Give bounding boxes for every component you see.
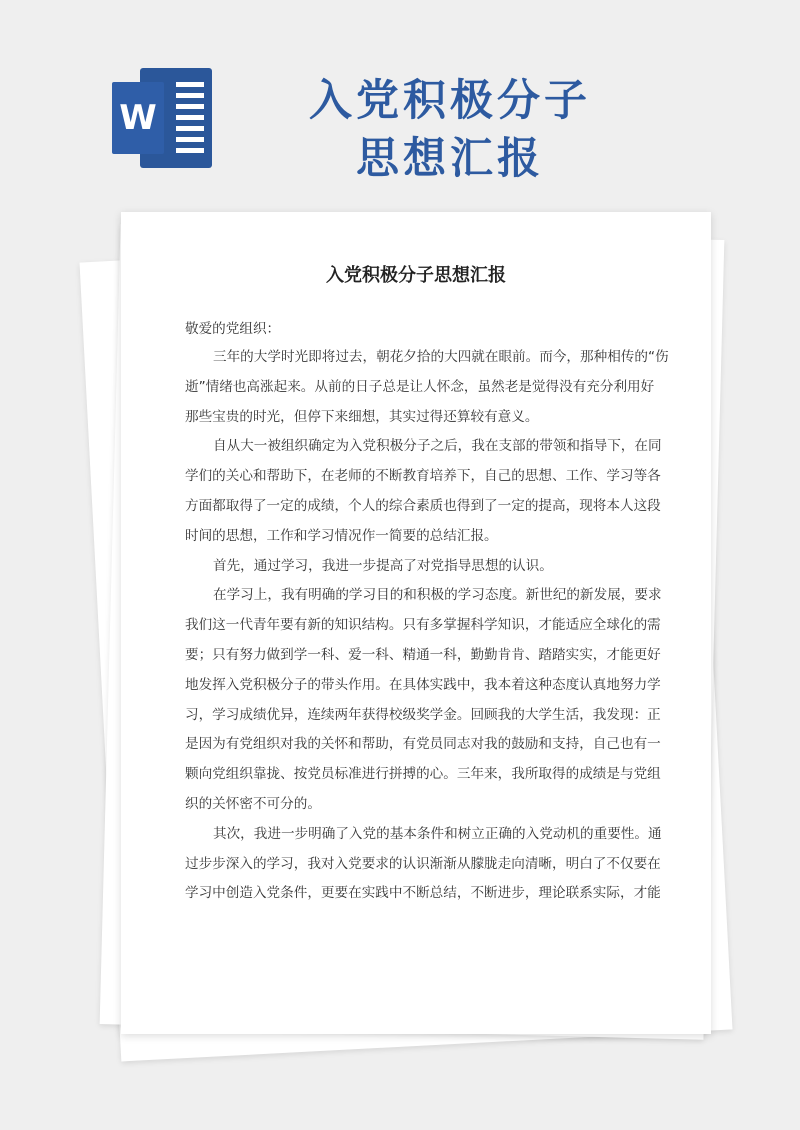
document-text-line: 我们这一代青年要有新的知识结构。只有多掌握科学知识，才能适应全球化的需 <box>185 617 661 634</box>
document-text-line: 学习中创造入党条件，更要在实践中不断总结，不断进步，理论联系实际，才能 <box>185 885 661 902</box>
document-text-line: 织的关怀密不可分的。 <box>185 796 321 812</box>
hero-title-line-1: 入党积极分子 <box>309 76 591 126</box>
document-text-line: 自从大一被组织确定为入党积极分子之后，我在支部的带领和指导下，在同 <box>213 438 662 455</box>
document-text-line: 在学习上，我有明确的学习目的和积极的学习态度。新世纪的新发展，要求 <box>213 587 662 604</box>
word-document-icon <box>112 68 212 168</box>
document-text-line: 三年的大学时光即将过去，朝花夕拾的大四就在眼前。而今，那种相传的“伤 <box>213 349 669 365</box>
document-text-line: 逝”情绪也高涨起来。从前的日子总是让人怀念，虽然老是觉得没有充分利用好 <box>185 378 655 395</box>
document-text-line: 那些宝贵的时光，但停下来细想，其实过得还算较有意义。 <box>185 408 539 425</box>
word-doc-line-icon <box>176 93 204 98</box>
document-title: 入党积极分子思想汇报 <box>326 265 506 286</box>
document-text-line: 颗向党组织靠拢、按党员标准进行拼搏的心。三年来，我所取得的成绩是与党组 <box>185 766 661 783</box>
document-text-line: 是因为有党组织对我的关怀和帮助，有党员同志对我的鼓励和支持，自己也有一 <box>185 736 661 753</box>
document-text-line: 首先，通过学习，我进一步提高了对党指导思想的认识。 <box>213 557 553 574</box>
document-text-line: 时间的思想，工作和学习情况作一简要的总结汇报。 <box>185 527 498 544</box>
document-text-line: 过步步深入的学习，我对入党要求的认识渐渐从朦胧走向清晰，明白了不仅要在 <box>185 855 661 872</box>
document-text-line: 地发挥入党积极分子的带头作用。在具体实践中，我本着这种态度认真地努力学 <box>185 676 661 693</box>
word-w-letter: W <box>112 82 164 154</box>
word-doc-line-icon <box>176 126 204 131</box>
word-doc-line-icon <box>176 82 204 87</box>
word-doc-line-icon <box>176 115 204 120</box>
document-text-line: 习，学习成绩优异，连续两年获得校级奖学金。回顾我的大学生活，我发现：正 <box>185 706 661 723</box>
document-text-line: 方面都取得了一定的成绩，个人的综合素质也得到了一定的提高，现将本人这段 <box>185 498 661 514</box>
document-text-line: 要；只有努力做到学一科、爱一科、精通一科，勤勤肯肯、踏踏实实，才能更好 <box>185 647 661 663</box>
hero-title-line-2: 思想汇报 <box>356 134 544 184</box>
word-doc-line-icon <box>176 148 204 153</box>
word-doc-line-icon <box>176 104 204 109</box>
document-salutation: 敬爱的党组织： <box>185 321 281 337</box>
document-text-line: 学们的关心和帮助下，在老师的不断教育培养下，自己的思想、工作、学习等各 <box>185 468 661 485</box>
document-page <box>121 212 711 1034</box>
hero-title <box>290 72 610 188</box>
document-text-line: 其次，我进一步明确了入党的基本条件和树立正确的入党动机的重要性。通 <box>213 825 662 842</box>
word-doc-line-icon <box>176 137 204 142</box>
